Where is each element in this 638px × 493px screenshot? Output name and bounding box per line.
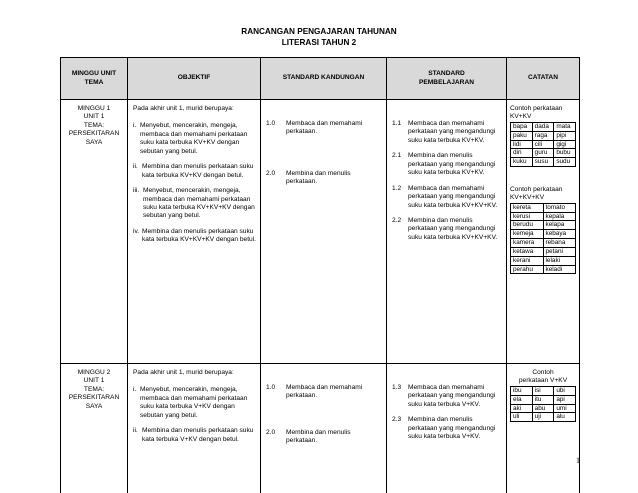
word-cell: kepala	[543, 212, 576, 221]
standard-pembelajaran-item	[392, 120, 502, 145]
word-cell: susu	[532, 158, 554, 167]
word-cell: keladi	[543, 265, 576, 274]
word-cell: paku	[511, 131, 533, 140]
word-cell: kerusi	[511, 212, 544, 221]
word-cell: uli	[511, 413, 533, 422]
standard-pembelajaran-cell	[387, 100, 507, 364]
word-cell: tomato	[543, 203, 576, 212]
word-cell: kuku	[511, 158, 533, 167]
objektif-item	[133, 386, 256, 420]
catatan-cell	[507, 100, 580, 364]
standard-pembelajaran-cell	[387, 364, 507, 493]
header-catatan: CATATAN	[507, 58, 580, 100]
objektif-intro: Pada akhir unit 1, murid berupaya:	[133, 105, 234, 112]
minggu-line: SAYA	[85, 402, 103, 410]
standard-pembelajaran-text: Membina dan menulis perkataan yang mengandungi suku kata terbuka KV+KV.	[408, 152, 496, 177]
document-subtitle: LITERASI TAHUN 2	[281, 38, 357, 47]
word-row	[511, 203, 576, 212]
word-cell: alu	[554, 413, 576, 422]
standard-pembelajaran-item	[392, 217, 502, 242]
objektif-text: Menyebut, mencerakin, mengeja, membaca dan memahami perkataan suku kata terbuka KV+KV+KV dengan sebutan yang betul.	[143, 187, 255, 220]
word-row	[511, 265, 576, 274]
catatan-label: Contoh perkataan KV+KV+KV	[510, 185, 563, 202]
minggu-line: TEMA:	[83, 385, 105, 393]
word-row	[511, 212, 576, 221]
spacer	[266, 105, 382, 120]
word-row	[511, 239, 576, 248]
spacer	[392, 105, 502, 120]
word-row	[511, 413, 576, 422]
objektif-cell	[128, 364, 261, 493]
standard-pembelajaran-item	[392, 185, 502, 210]
word-cell: aki	[511, 404, 533, 413]
standard-kandungan-item	[266, 384, 382, 401]
objektif-text: Membina dan menulis perkataan suku kata terbuka V+KV dengan betul.	[142, 427, 254, 443]
word-cell: isi	[532, 386, 554, 395]
header-standard-kandungan: STANDARD KANDUNGAN	[261, 58, 387, 100]
standard-pembelajaran-item	[392, 384, 502, 409]
word-row	[511, 131, 576, 140]
word-cell: perahu	[511, 265, 544, 274]
standard-pembelajaran-num: 1.2	[392, 184, 402, 192]
objektif-text: Membina dan menulis perkataan suku kata terbuka KV+KV dengan betul.	[142, 163, 254, 179]
word-row	[511, 256, 576, 265]
word-cell: bubu	[554, 149, 576, 158]
word-cell: petani	[543, 247, 576, 256]
standard-pembelajaran-num: 1.1	[392, 120, 402, 127]
standard-kandungan-num: 1.0	[266, 384, 276, 391]
objektif-num: i.	[133, 386, 137, 394]
word-cell: guru	[532, 149, 554, 158]
word-cell: berudu	[511, 221, 544, 230]
standard-pembelajaran-num: 2.1	[392, 152, 402, 160]
standard-kandungan-num: 2.0	[266, 169, 276, 177]
objektif-item	[133, 163, 256, 180]
word-cell: cili	[532, 140, 554, 149]
word-cell: diri	[511, 149, 533, 158]
page-number: 1	[576, 456, 580, 465]
standard-pembelajaran-text: Membaca dan memahami perkataan yang mengandungi suku kata terbuka V+KV.	[408, 384, 496, 408]
word-table	[510, 386, 576, 422]
word-table	[510, 122, 576, 167]
header-row	[61, 58, 580, 100]
word-cell: bapa	[511, 122, 533, 131]
word-cell: itu	[532, 395, 554, 404]
word-cell: dada	[532, 122, 554, 131]
word-row	[511, 247, 576, 256]
word-cell: lidi	[511, 140, 533, 149]
catatan-label: Contoh perkataan V+KV	[518, 369, 568, 385]
word-row	[511, 230, 576, 239]
standard-kandungan-text: Membina dan menulis perkataan.	[286, 428, 351, 445]
word-cell: lelaki	[543, 256, 576, 265]
standard-pembelajaran-item	[392, 152, 502, 177]
word-cell: pipi	[554, 131, 576, 140]
word-cell: kebaya	[543, 230, 576, 239]
spacer	[266, 369, 382, 384]
objektif-item	[133, 228, 256, 245]
minggu-cell	[61, 100, 128, 364]
standard-pembelajaran-text: Membina dan menulis perkataan yang mengandungi suku kata terbuka V+KV.	[408, 416, 496, 441]
standard-kandungan-text: Membina dan menulis perkataan.	[286, 169, 351, 186]
objektif-intro: Pada akhir unit 1, murid berupaya:	[133, 369, 234, 376]
word-cell: kelapa	[543, 221, 576, 230]
catatan-block	[510, 105, 576, 167]
minggu-line: UNIT 1	[83, 113, 105, 121]
word-cell: sudu	[554, 158, 576, 167]
standard-pembelajaran-num: 2.2	[392, 216, 402, 224]
word-row	[511, 221, 576, 230]
word-row	[511, 140, 576, 149]
standard-pembelajaran-num: 1.3	[392, 384, 402, 391]
objektif-cell	[128, 100, 261, 364]
word-cell: ela	[511, 395, 533, 404]
word-row	[511, 395, 576, 404]
word-cell: uji	[532, 413, 554, 422]
word-cell: mata	[554, 122, 576, 131]
word-row	[511, 158, 576, 167]
word-table	[510, 203, 576, 275]
objektif-num: i.	[133, 122, 137, 130]
word-row	[511, 149, 576, 158]
word-row	[511, 122, 576, 131]
minggu-line: PERSEKITARAN	[68, 394, 120, 402]
word-cell: kamera	[511, 239, 544, 248]
objektif-text: Membina dan menulis perkataan suku kata terbuka KV+KV+KV dengan betul.	[142, 227, 257, 244]
word-cell: ubi	[554, 386, 576, 395]
standard-pembelajaran-text: Membina dan menulis perkataan yang mengandungi suku kata terbuka KV+KV+KV.	[408, 216, 498, 241]
standard-pembelajaran-item	[392, 416, 502, 441]
standard-kandungan-text: Membaca dan memahami perkataan.	[286, 120, 363, 136]
standard-pembelajaran-text: Membaca dan memahami perkataan yang mengandungi suku kata terbuka KV+KV+KV.	[408, 184, 498, 209]
standard-pembelajaran-text: Membaca dan memahami perkataan yang mengandungi suku kata terbuka KV+KV.	[408, 120, 496, 144]
standard-kandungan-num: 2.0	[266, 428, 276, 436]
objektif-num: iii.	[133, 187, 140, 195]
word-cell: umi	[554, 404, 576, 413]
objektif-text: Menyebut, mencerakin, mengeja, membaca dan memahami perkataan suku kata terbuka KV+KV dengan sebutan yang betul.	[140, 122, 248, 155]
word-cell: kereta	[511, 203, 544, 212]
standard-kandungan-item	[266, 170, 382, 187]
word-row	[511, 404, 576, 413]
catatan-block	[510, 186, 576, 274]
word-cell: api	[554, 395, 576, 404]
header-standard-pembelajaran: STANDARD PEMBELAJARAN	[387, 58, 507, 100]
objektif-num: ii.	[133, 163, 138, 171]
objektif-num: ii.	[133, 427, 138, 435]
week-row	[61, 100, 580, 364]
standard-kandungan-cell	[261, 100, 387, 364]
header-minggu: MINGGU UNIT TEMA	[61, 58, 128, 100]
catatan-label: Contoh perkataan KV+KV	[510, 105, 563, 121]
objektif-text: Menyebut, mencerakin, mengeja, membaca dan memahami perkataan suku kata terbuka V+KV dengan sebutan yang betul.	[140, 386, 248, 419]
standard-kandungan-item	[266, 429, 382, 446]
standard-pembelajaran-num: 2.3	[392, 416, 402, 424]
minggu-line: UNIT 1	[83, 377, 105, 385]
minggu-cell	[61, 364, 128, 493]
word-cell: ketawa	[511, 247, 544, 256]
standard-kandungan-cell	[261, 364, 387, 493]
objektif-num: iv.	[133, 227, 140, 235]
minggu-line: SAYA	[85, 138, 103, 146]
plan-table	[60, 57, 580, 493]
spacer	[392, 369, 502, 384]
header-objektif: OBJEKTIF	[128, 58, 261, 100]
word-cell: ibu	[511, 386, 533, 395]
word-cell: rebana	[543, 239, 576, 248]
word-cell: kemeja	[511, 230, 544, 239]
minggu-line: TEMA:	[83, 121, 105, 129]
standard-kandungan-item	[266, 120, 382, 137]
catatan-cell	[507, 364, 580, 493]
catatan-block	[510, 369, 576, 422]
standard-kandungan-text: Membaca dan memahami perkataan.	[286, 384, 363, 400]
word-cell: abu	[532, 404, 554, 413]
standard-kandungan-num: 1.0	[266, 120, 276, 127]
word-row	[511, 386, 576, 395]
minggu-line: MINGGU 1	[77, 105, 111, 112]
word-cell: gigi	[554, 140, 576, 149]
minggu-line: MINGGU 2	[77, 369, 111, 376]
objektif-item	[133, 122, 256, 156]
word-cell: kerani	[511, 256, 544, 265]
minggu-line: PERSEKITARAN	[68, 130, 120, 138]
word-cell: raga	[532, 131, 554, 140]
week-row	[61, 364, 580, 493]
objektif-item	[133, 427, 256, 444]
document-title: RANCANGAN PENGAJARAN TAHUNAN	[241, 27, 397, 36]
objektif-item	[133, 187, 256, 221]
